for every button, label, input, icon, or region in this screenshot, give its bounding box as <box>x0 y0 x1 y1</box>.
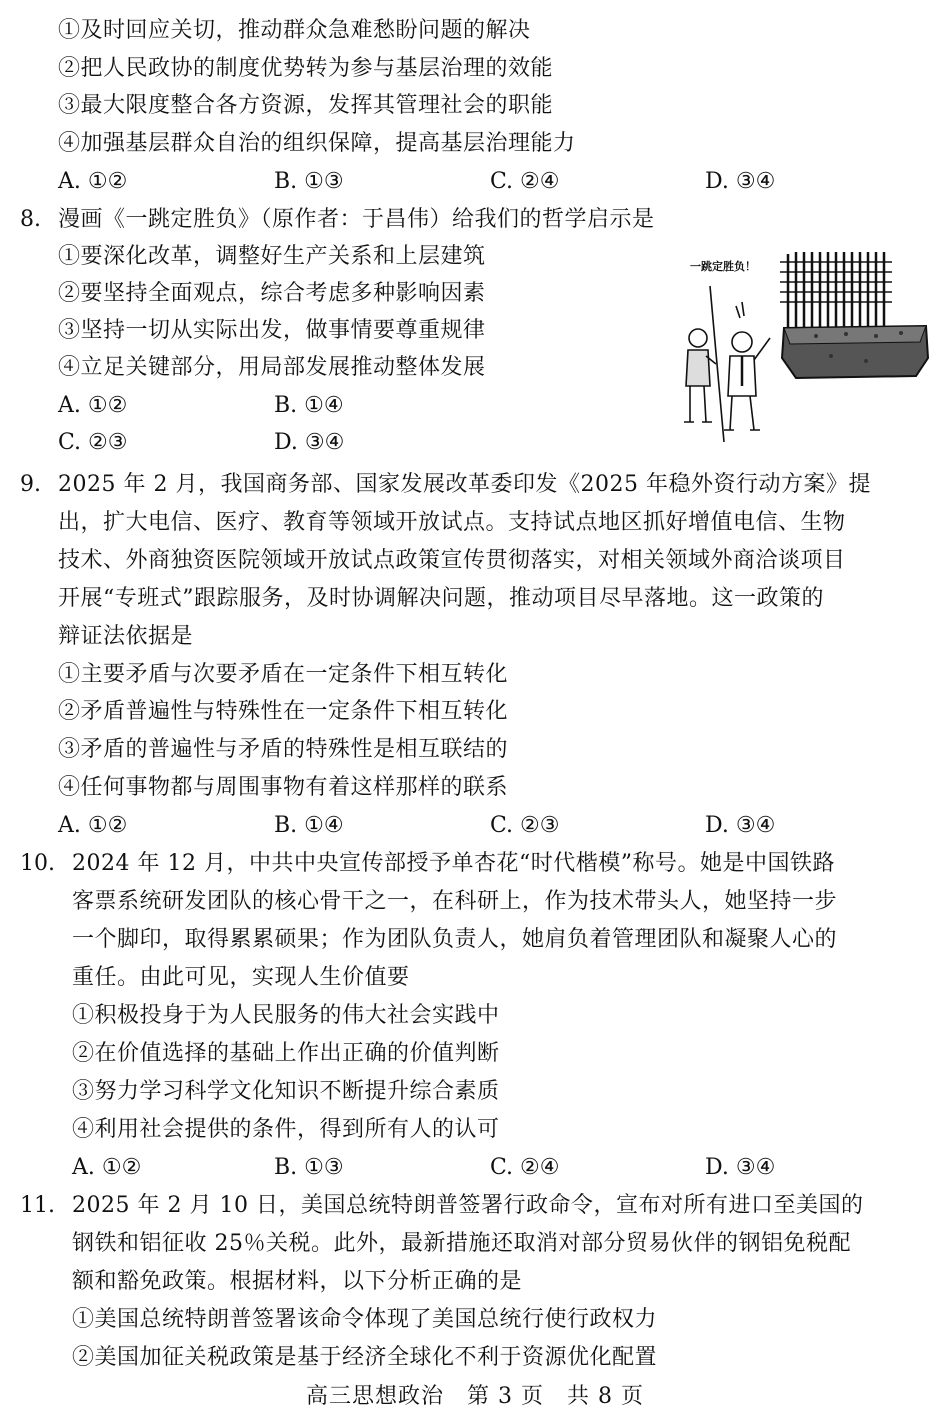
page-footer: 高三思想政治 第 3 页 共 8 页 <box>306 1384 644 1409</box>
q8-item-3: ③坚持一切从实际出发，做事情要尊重规律 <box>58 318 486 343</box>
q11-item-2: ②美国加征关税政策是基于经济全球化不利于资源优化配置 <box>72 1345 658 1370</box>
q7-item-4: ④加强基层群众自治的组织保障，提高基层治理能力 <box>58 131 576 156</box>
q10-stem-line-2: 客票系统研发团队的核心骨干之一，在科研上，作为技术带头人，她坚持一步 <box>72 889 838 914</box>
q10-item-4: ④利用社会提供的条件，得到所有人的认可 <box>72 1117 500 1142</box>
q10-option-d: D. ③④ <box>705 1155 776 1180</box>
q7-item-1: ①及时回应关切，推动群众急难愁盼问题的解决 <box>58 18 531 43</box>
q7-item-2: ②把人民政协的制度优势转为参与基层治理的效能 <box>58 56 554 81</box>
q9-item-2: ②矛盾普遍性与特殊性在一定条件下相互转化 <box>58 699 509 724</box>
cartoon-caption: 一跳定胜负！ <box>690 260 756 273</box>
q10-option-c: C. ②④ <box>490 1155 560 1180</box>
q9-item-1: ①主要矛盾与次要矛盾在一定条件下相互转化 <box>58 662 509 687</box>
q9-item-3: ③矛盾的普遍性与矛盾的特殊性是相互联结的 <box>58 737 509 762</box>
q9-stem-line-5: 辩证法依据是 <box>58 624 194 649</box>
pole-vaulter-icon <box>684 286 724 442</box>
q9-option-c: C. ②③ <box>490 813 560 838</box>
q8-item-1: ①要深化改革，调整好生产关系和上层建筑 <box>58 244 486 269</box>
q8-item-4: ④立足关键部分，用局部发展推动整体发展 <box>58 355 486 380</box>
cartoon-illustration <box>676 246 930 442</box>
q9-stem-line-2: 出，扩大电信、医疗、教育等领域开放试点。支持试点地区抓好增值电信、生物 <box>58 510 846 535</box>
q8-stem: 漫画《一跳定胜负》（原作者：于昌伟）给我们的哲学启示是 <box>58 207 655 232</box>
q10-item-3: ③努力学习科学文化知识不断提升综合素质 <box>72 1079 500 1104</box>
coach-icon <box>724 302 770 430</box>
q7-option-a: A. ①② <box>58 169 128 194</box>
q10-option-a: A. ①② <box>72 1155 142 1180</box>
q11-stem-line-3: 额和豁免政策。根据材料，以下分析正确的是 <box>72 1269 523 1294</box>
q9-stem-line-4: 开展“专班式”跟踪服务，及时协调解决问题，推动项目尽早落地。这一政策的 <box>58 586 824 611</box>
q10-stem-line-3: 一个脚印，取得累累硕果；作为团队负责人，她肩负着管理团队和凝聚人心的 <box>72 927 838 952</box>
q9-stem-line-1: 2025 年 2 月，我国商务部、国家发展改革委印发《2025 年稳外资行动方案》提 <box>58 472 871 497</box>
q10-stem-line-4: 重任。由此可见，实现人生价值要 <box>72 965 410 990</box>
q7-item-3: ③最大限度整合各方资源，发挥其管理社会的职能 <box>58 93 554 118</box>
q8-number: 8. <box>20 207 41 232</box>
q11-stem-line-1: 2025 年 2 月 10 日，美国总统特朗普签署行政命令，宣布对所有进口至美国的 <box>72 1193 864 1218</box>
q7-option-c: C. ②④ <box>490 169 560 194</box>
q8-option-c: C. ②③ <box>58 430 128 455</box>
q10-item-1: ①积极投身于为人民服务的伟大社会实践中 <box>72 1003 500 1028</box>
q9-stem-line-3: 技术、外商独资医院领域开放试点政策宣传贯彻落实，对相关领域外商洽谈项目 <box>58 548 846 573</box>
q11-stem-line-2: 钢铁和铝征收 25％关税。此外，最新措施还取消对部分贸易伙伴的钢铝免税配 <box>72 1231 851 1256</box>
q11-item-1: ①美国总统特朗普签署该命令体现了美国总统行使行政权力 <box>72 1307 658 1332</box>
q11-number: 11. <box>20 1193 55 1218</box>
q10-number: 10. <box>20 851 55 876</box>
q10-item-2: ②在价值选择的基础上作出正确的价值判断 <box>72 1041 500 1066</box>
q8-option-a: A. ①② <box>58 393 128 418</box>
q10-stem-line-1: 2024 年 12 月，中共中央宣传部授予单杏花“时代楷模”称号。她是中国铁路 <box>72 851 835 876</box>
q9-option-a: A. ①② <box>58 813 128 838</box>
q8-item-2: ②要坚持全面观点，综合考虑多种影响因素 <box>58 281 486 306</box>
q9-option-b: B. ①④ <box>274 813 344 838</box>
q9-option-d: D. ③④ <box>705 813 776 838</box>
q8-option-d: D. ③④ <box>274 430 345 455</box>
q10-option-b: B. ①③ <box>274 1155 344 1180</box>
q8-option-b: B. ①④ <box>274 393 344 418</box>
q7-option-d: D. ③④ <box>705 169 776 194</box>
q9-item-4: ④任何事物都与周围事物有着这样那样的联系 <box>58 775 509 800</box>
q9-number: 9. <box>20 472 41 497</box>
fence-icon <box>788 252 884 338</box>
q7-option-b: B. ①③ <box>274 169 344 194</box>
cartoon-drawing <box>676 246 930 442</box>
